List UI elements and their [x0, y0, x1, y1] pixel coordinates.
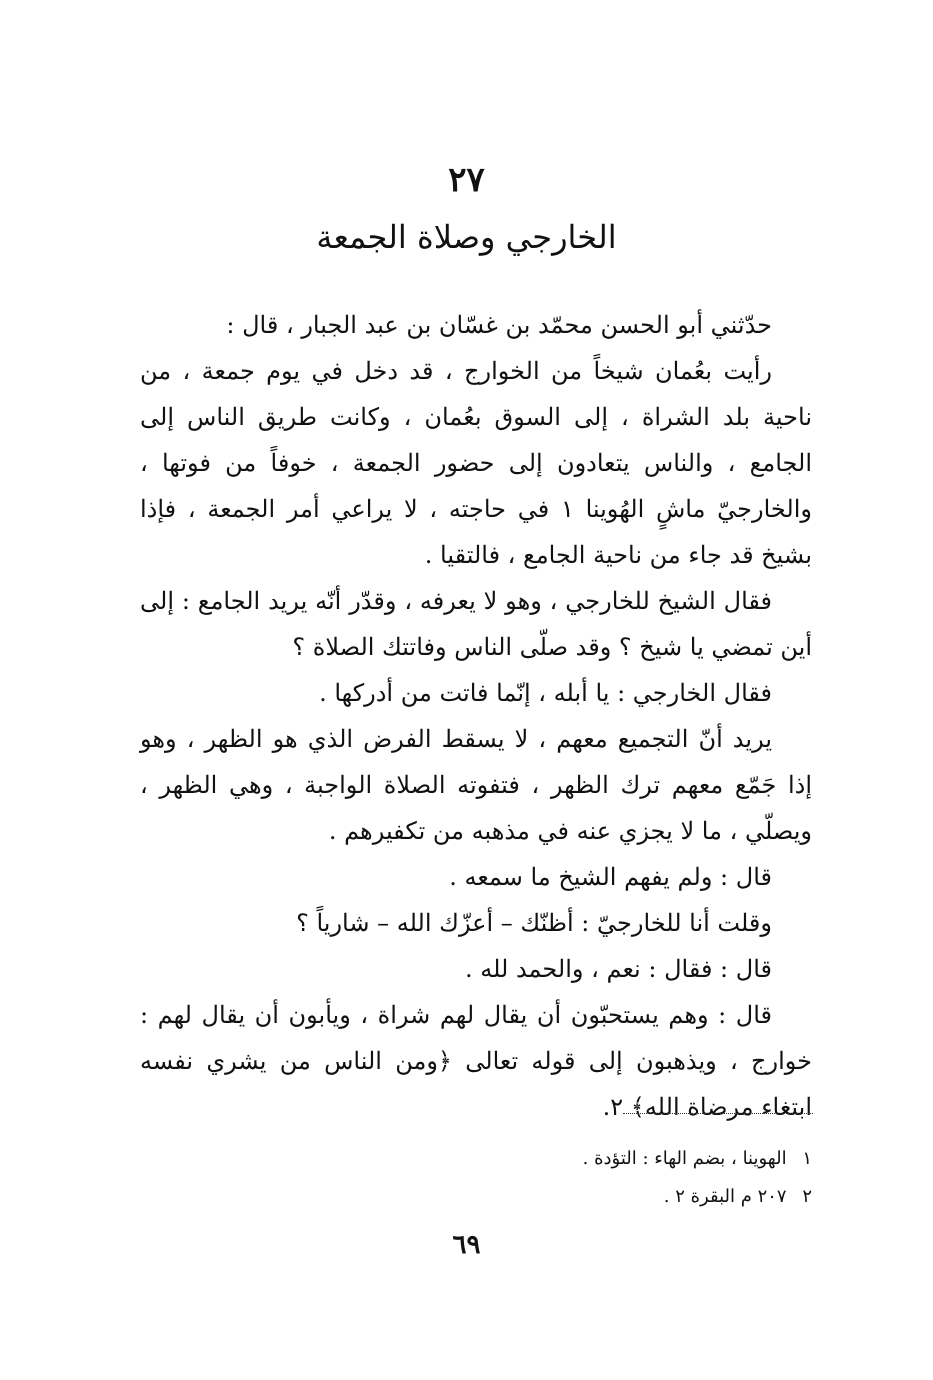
paragraph: فقال الشيخ للخارجي ، وهو لا يعرفه ، وقدّر أنّه يريد الجامع : إلى أين تمضي يا شيخ ؟ وقد صلّى الناس وفاتتك الصلاة ؟: [140, 587, 812, 661]
footnote-number: ١: [802, 1148, 812, 1169]
paragraph: حدّثني أبو الحسن محمّد بن غسّان بن عبد الجبار ، قال :: [226, 311, 772, 339]
paragraph: فقال الخارجي : يا أبله ، إنّما فاتت من أدركها .: [319, 679, 772, 707]
footnotes: [360, 1140, 812, 1216]
chapter-number: ٢٧: [448, 160, 485, 200]
paragraph: قال : فقال : نعم ، والحمد لله .: [464, 955, 772, 983]
footnote-text: الهوينا ، بضم الهاء : التؤدة .: [582, 1148, 787, 1169]
body-text: [140, 302, 812, 1130]
footnote: [360, 1178, 812, 1216]
page-number: ٦٩: [452, 1230, 481, 1260]
paragraph: وقلت أنا للخارجيّ : أظنّك – أعزّك الله – شارياً ؟: [296, 909, 772, 937]
paragraph: قال : وهم يستحبّون أن يقال لهم شراة ، ويأبون أن يقال لهم : خوارج ، ويذهبون إلى قوله تعالى ﴿ومن الناس من يشري نفسه ابتغاء مرضاة الله﴾ ٢.: [140, 1001, 812, 1121]
paragraph: رأيت بعُمان شيخاً من الخوارج ، قد دخل في يوم جمعة ، من ناحية بلد الشراة ، إلى السوق بعُمان ، وكانت طريق الناس إلى الجامع ، والناس يتعادون إلى حضور الجمعة ، خوفاً من فوتها ، والخارجيّ ماشٍ الهُوينا ١ في حاجته ، لا يراعي أمر الجمعة ، فإذا بشيخ قد جاء من ناحية الجامع ، فالتقيا .: [140, 357, 812, 569]
chapter-title: الخارجي وصلاة الجمعة: [316, 218, 617, 256]
paragraph: يريد أنّ التجميع معهم ، لا يسقط الفرض الذي هو الظهر ، وهو إذا جَمّع معهم ترك الظهر ، فتفوته الصلاة الواجبة ، وهي الظهر ، ويصلّي ، ما لا يجزي عنه في مذهبه من تكفيرهم .: [140, 725, 812, 845]
footnote-divider: [623, 1113, 813, 1114]
footnote: [360, 1140, 812, 1178]
footnote-number: ٢: [802, 1186, 812, 1207]
footnote-text: ٢٠٧ م البقرة ٢ .: [663, 1186, 787, 1207]
paragraph: قال : ولم يفهم الشيخ ما سمعه .: [449, 863, 772, 891]
